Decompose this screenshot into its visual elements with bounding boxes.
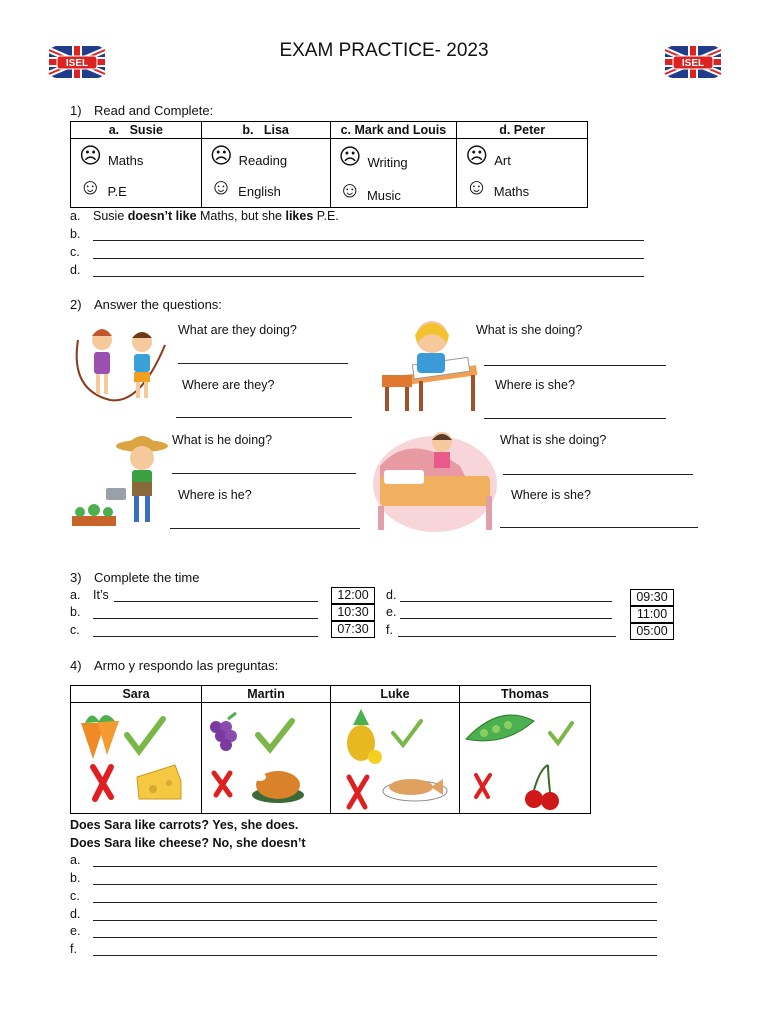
- section4-heading: [70, 658, 278, 673]
- example-sentence: Susie doesn’t like Maths, but she likes P.E.: [93, 209, 339, 223]
- answer-line-c[interactable]: [93, 902, 657, 903]
- clock-time-box: 09:30: [630, 589, 674, 606]
- cell-susie: [71, 139, 202, 208]
- answer-letter: d.: [70, 907, 81, 921]
- girl-drawing-illustration: [377, 315, 482, 416]
- cell-martin: [202, 703, 331, 814]
- answer-line[interactable]: [484, 365, 666, 366]
- grapes-icon: [210, 713, 237, 751]
- answer-line[interactable]: [178, 363, 348, 364]
- uk-flag-logo-right: [664, 42, 722, 82]
- clock-time-box: 07:30: [331, 621, 375, 638]
- sad-face-icon: ☹: [338, 143, 362, 169]
- time-letter: f.: [386, 623, 393, 637]
- answer-line-b[interactable]: [93, 240, 644, 241]
- answer-line-f[interactable]: [93, 955, 657, 956]
- time-letter: e.: [386, 605, 397, 619]
- food-table: [70, 685, 591, 814]
- question-he-where: Where is he?: [178, 488, 252, 502]
- section-title: Complete the time: [94, 570, 200, 585]
- section-title: Read and Complete:: [94, 103, 214, 118]
- example-letter: a.: [70, 209, 81, 223]
- column-header-peter: d. Peter: [457, 122, 588, 139]
- cross-icon: [93, 767, 111, 799]
- cell-peter: [457, 139, 588, 208]
- time-letter: c.: [70, 623, 80, 637]
- time-answer-line-f[interactable]: [398, 636, 616, 637]
- question-she-where-2: Where is she?: [511, 488, 591, 502]
- time-answer-line-c[interactable]: [93, 636, 318, 637]
- section1-heading: [70, 103, 213, 118]
- fish-dish-icon: [383, 779, 447, 801]
- like-subject: Music: [366, 188, 401, 203]
- column-header-sara: Sara: [71, 686, 202, 703]
- section-number: 4): [70, 658, 82, 673]
- answer-line-d[interactable]: [93, 276, 644, 277]
- clock-time-box: 12:00: [331, 587, 375, 604]
- cheese-icon: [137, 765, 181, 799]
- check-icon: [550, 723, 572, 743]
- answer-line[interactable]: [503, 474, 693, 475]
- like-subject: Maths: [493, 184, 530, 199]
- question-they-where: Where are they?: [182, 378, 275, 392]
- check-icon: [258, 721, 292, 749]
- happy-face-icon: ☺: [465, 173, 488, 199]
- column-header-thomas: Thomas: [460, 686, 591, 703]
- cell-mark-louis: [330, 139, 457, 208]
- logo-text: ISEL: [681, 58, 705, 69]
- cross-icon: [214, 773, 230, 795]
- check-icon: [127, 719, 163, 751]
- question-he-doing: What is he doing?: [172, 433, 273, 447]
- section-number: 3): [70, 570, 82, 585]
- section-title: Armo y respondo las preguntas:: [94, 658, 279, 673]
- like-subject: P.E: [107, 184, 127, 199]
- question-she-doing-2: What is she doing?: [500, 433, 607, 447]
- example-line-1: Does Sara like carrots? Yes, she does.: [70, 818, 299, 832]
- page-title: EXAM PRACTICE- 2023: [279, 40, 489, 61]
- roast-chicken-icon: [252, 771, 304, 803]
- time-answer-line-a[interactable]: [114, 601, 318, 602]
- cell-luke: [331, 703, 460, 814]
- section-number: 1): [70, 103, 82, 118]
- dislike-subject: Maths: [107, 153, 144, 168]
- dislike-subject: Reading: [238, 153, 288, 168]
- cell-lisa: [201, 139, 330, 208]
- section-title: Answer the questions:: [94, 297, 222, 312]
- boy-watering-illustration: [70, 432, 170, 535]
- column-header-lisa: b. Lisa: [201, 122, 330, 139]
- cherries-icon: [525, 765, 559, 810]
- happy-face-icon: ☺: [338, 176, 361, 202]
- time-answer-line-b[interactable]: [93, 618, 318, 619]
- time-answer-line-d[interactable]: [400, 601, 612, 602]
- answer-line-b[interactable]: [93, 884, 657, 885]
- answer-letter: b.: [70, 227, 81, 241]
- time-letter: a.: [70, 588, 81, 602]
- answer-letter: b.: [70, 871, 81, 885]
- dislike-subject: Writing: [367, 155, 408, 170]
- answer-line[interactable]: [500, 527, 698, 528]
- answer-letter: f.: [70, 942, 77, 956]
- answer-line-c[interactable]: [93, 258, 644, 259]
- question-they-doing: What are they doing?: [178, 323, 297, 337]
- section-number: 2): [70, 297, 82, 312]
- sad-face-icon: ☹: [465, 142, 489, 168]
- sad-face-icon: ☹: [209, 142, 233, 168]
- section3-heading: [70, 570, 200, 585]
- answer-letter: e.: [70, 924, 81, 938]
- its-label: It’s: [93, 588, 109, 602]
- answer-letter: d.: [70, 263, 81, 277]
- answer-line-d[interactable]: [93, 920, 657, 921]
- carrots-icon: [81, 715, 119, 759]
- clock-time-box: 11:00: [630, 606, 674, 623]
- answer-line-a[interactable]: [93, 866, 657, 867]
- column-header-susie: a. Susie: [71, 122, 202, 139]
- peas-icon: [466, 715, 534, 741]
- answer-line[interactable]: [176, 417, 352, 418]
- example-line-2: Does Sara like cheese? No, she doesn’t: [70, 836, 306, 850]
- like-subject: English: [238, 184, 281, 199]
- kids-jumping-rope-illustration: [70, 320, 170, 418]
- answer-line[interactable]: [170, 528, 360, 529]
- subjects-table: [70, 121, 588, 208]
- answer-line-e[interactable]: [93, 937, 657, 938]
- dislike-subject: Art: [494, 153, 511, 168]
- cross-icon: [476, 775, 490, 797]
- sad-face-icon: ☹: [79, 142, 102, 168]
- question-she-doing-1: What is she doing?: [476, 323, 583, 337]
- clock-time-box: 05:00: [630, 623, 674, 640]
- girl-making-bed-illustration: [370, 426, 500, 541]
- check-icon: [393, 721, 421, 745]
- answer-letter: c.: [70, 245, 80, 259]
- question-she-where-1: Where is she?: [495, 378, 575, 392]
- time-letter: b.: [70, 605, 81, 619]
- pineapple-icon: [347, 709, 382, 764]
- cell-thomas: [460, 703, 591, 814]
- answer-letter: c.: [70, 889, 80, 903]
- column-header-martin: Martin: [202, 686, 331, 703]
- section2-heading: [70, 297, 222, 312]
- clock-time-box: 10:30: [331, 604, 375, 621]
- answer-line[interactable]: [172, 473, 356, 474]
- logo-text: ISEL: [65, 58, 89, 69]
- time-letter: d.: [386, 588, 397, 602]
- cross-icon: [349, 777, 367, 807]
- happy-face-icon: ☺: [79, 173, 102, 199]
- cell-sara: [71, 703, 202, 814]
- happy-face-icon: ☺: [209, 173, 233, 199]
- answer-letter: a.: [70, 853, 81, 867]
- time-answer-line-e[interactable]: [400, 618, 612, 619]
- answer-line[interactable]: [484, 418, 666, 419]
- column-header-luke: Luke: [331, 686, 460, 703]
- column-header-mark-louis: c. Mark and Louis: [330, 122, 457, 139]
